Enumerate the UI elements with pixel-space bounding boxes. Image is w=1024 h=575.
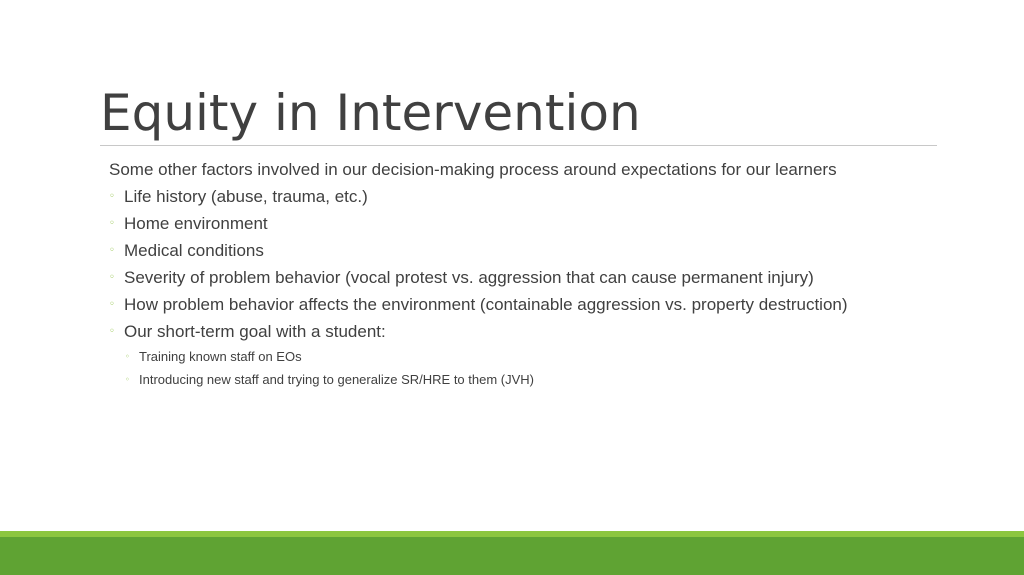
- list-item: [109, 183, 989, 210]
- sub-list-item-text: Training known staff on EOs: [139, 349, 302, 364]
- slide-body: [109, 156, 989, 391]
- list-item: [109, 210, 989, 237]
- bullet-list: [109, 183, 989, 345]
- intro-text: Some other factors involved in our decision-making process around expectations for our learners: [109, 160, 837, 179]
- list-item: [109, 318, 989, 345]
- bullet-icon: ◦: [109, 191, 115, 202]
- bullet-icon: ◦: [109, 218, 115, 229]
- list-item-text: Severity of problem behavior (vocal protest vs. aggression that can cause permanent injury): [124, 268, 814, 287]
- bullet-icon: ◦: [125, 375, 130, 384]
- bullet-icon: ◦: [109, 245, 115, 256]
- bullet-icon: ◦: [109, 272, 115, 283]
- slide-title: Equity in Intervention: [100, 84, 641, 142]
- list-item: [109, 264, 989, 291]
- sub-list-item-text: Introducing new staff and trying to generalize SR/HRE to them (JVH): [139, 372, 535, 387]
- bullet-icon: ◦: [109, 326, 115, 337]
- list-item-text: How problem behavior affects the environment (containable aggression vs. property destruction): [124, 295, 848, 314]
- sub-list-item: [109, 345, 989, 368]
- list-item-text: Life history (abuse, trauma, etc.): [124, 187, 368, 206]
- title-divider: [100, 145, 937, 146]
- list-item-text: Our short-term goal with a student:: [124, 322, 386, 341]
- list-item-text: Medical conditions: [124, 241, 264, 260]
- footer-band: [0, 537, 1024, 575]
- sub-bullet-list: [109, 345, 989, 391]
- sub-list-item: [109, 368, 989, 391]
- list-item: [109, 237, 989, 264]
- bullet-icon: ◦: [125, 352, 130, 361]
- list-item-text: Home environment: [124, 214, 268, 233]
- list-item: [109, 291, 989, 318]
- bullet-icon: ◦: [109, 299, 115, 310]
